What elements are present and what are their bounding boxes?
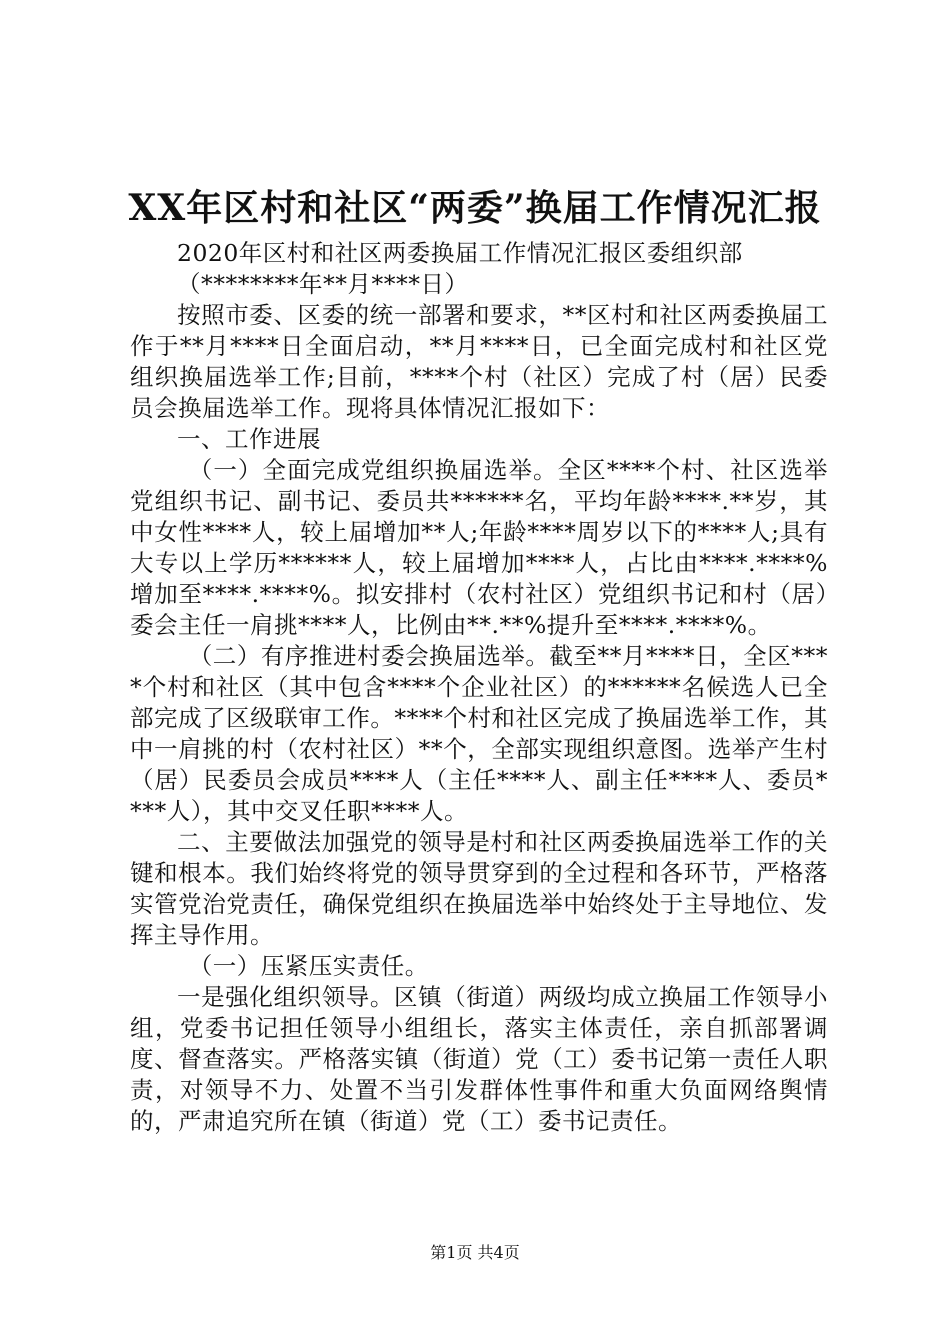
date-paragraph: （********年**月****日） [177, 270, 469, 298]
page-footer: 第1页 共4页 [430, 1243, 520, 1262]
intro-paragraph: 按照市委、区委的统一部署和要求，**区村和社区两委换届工作于**月****日全面启动，**月****日，已全面完成村和社区党组织换届选举工作;目前，****个村（社区）完成了村（居）民委员会换届选举工作。现将具体情况汇报如下： [130, 301, 828, 422]
progress-paragraph-1: （一）全面完成党组织换届选举。全区****个村、社区选举党组织书记、副书记、委员共******名，平均年龄****.**岁，其中女性****人，较上届增加**人;年龄****周岁以下的****人;具有大专以上学历******人，较上届增加****人，占比由****.****%增加至****.****%。拟安排村（农村社区）党组织书记和村（居）委会主任一肩挑****人，比例由**.**%提升至****.****%。 [130, 456, 828, 639]
subsection-heading: （一）压紧压实责任。 [188, 952, 429, 980]
section-heading-1: 一、工作进展 [177, 425, 321, 453]
document-body [130, 238, 828, 1137]
leadership-paragraph: 一是强化组织领导。区镇（街道）两级均成立换届工作领导小组，党委书记担任领导小组组长，落实主体责任，亲自抓部署调度、督查落实。严格落实镇（街道）党（工）委书记第一责任人职责，对领导不力、处置不当引发群体性事件和重大负面网络舆情的，严肃追究所在镇（街道）党（工）委书记责任。 [130, 983, 828, 1135]
progress-paragraph-2: （二）有序推进村委会换届选举。截至**月****日，全区****个村和社区（其中包含****个企业社区）的******名候选人已全部完成了区级联审工作。****个村和社区完成了换届选举工作，其中一肩挑的村（农村社区）**个，全部实现组织意图。选举产生村（居）民委员会成员****人（主任****人、副主任****人、委员****人），其中交叉任职****人。 [130, 642, 828, 825]
section-heading-2-paragraph: 二、主要做法加强党的领导是村和社区两委换届选举工作的关键和根本。我们始终将党的领导贯穿到的全过程和各环节，严格落实管党治党责任，确保党组织在换届选举中始终处于主导地位、发挥主导作用。 [130, 828, 828, 949]
document-title: XX年区村和社区“两委”换届工作情况汇报 [128, 187, 822, 229]
subtitle-paragraph: 2020年区村和社区两委换届工作情况汇报区委组织部 [177, 239, 743, 267]
